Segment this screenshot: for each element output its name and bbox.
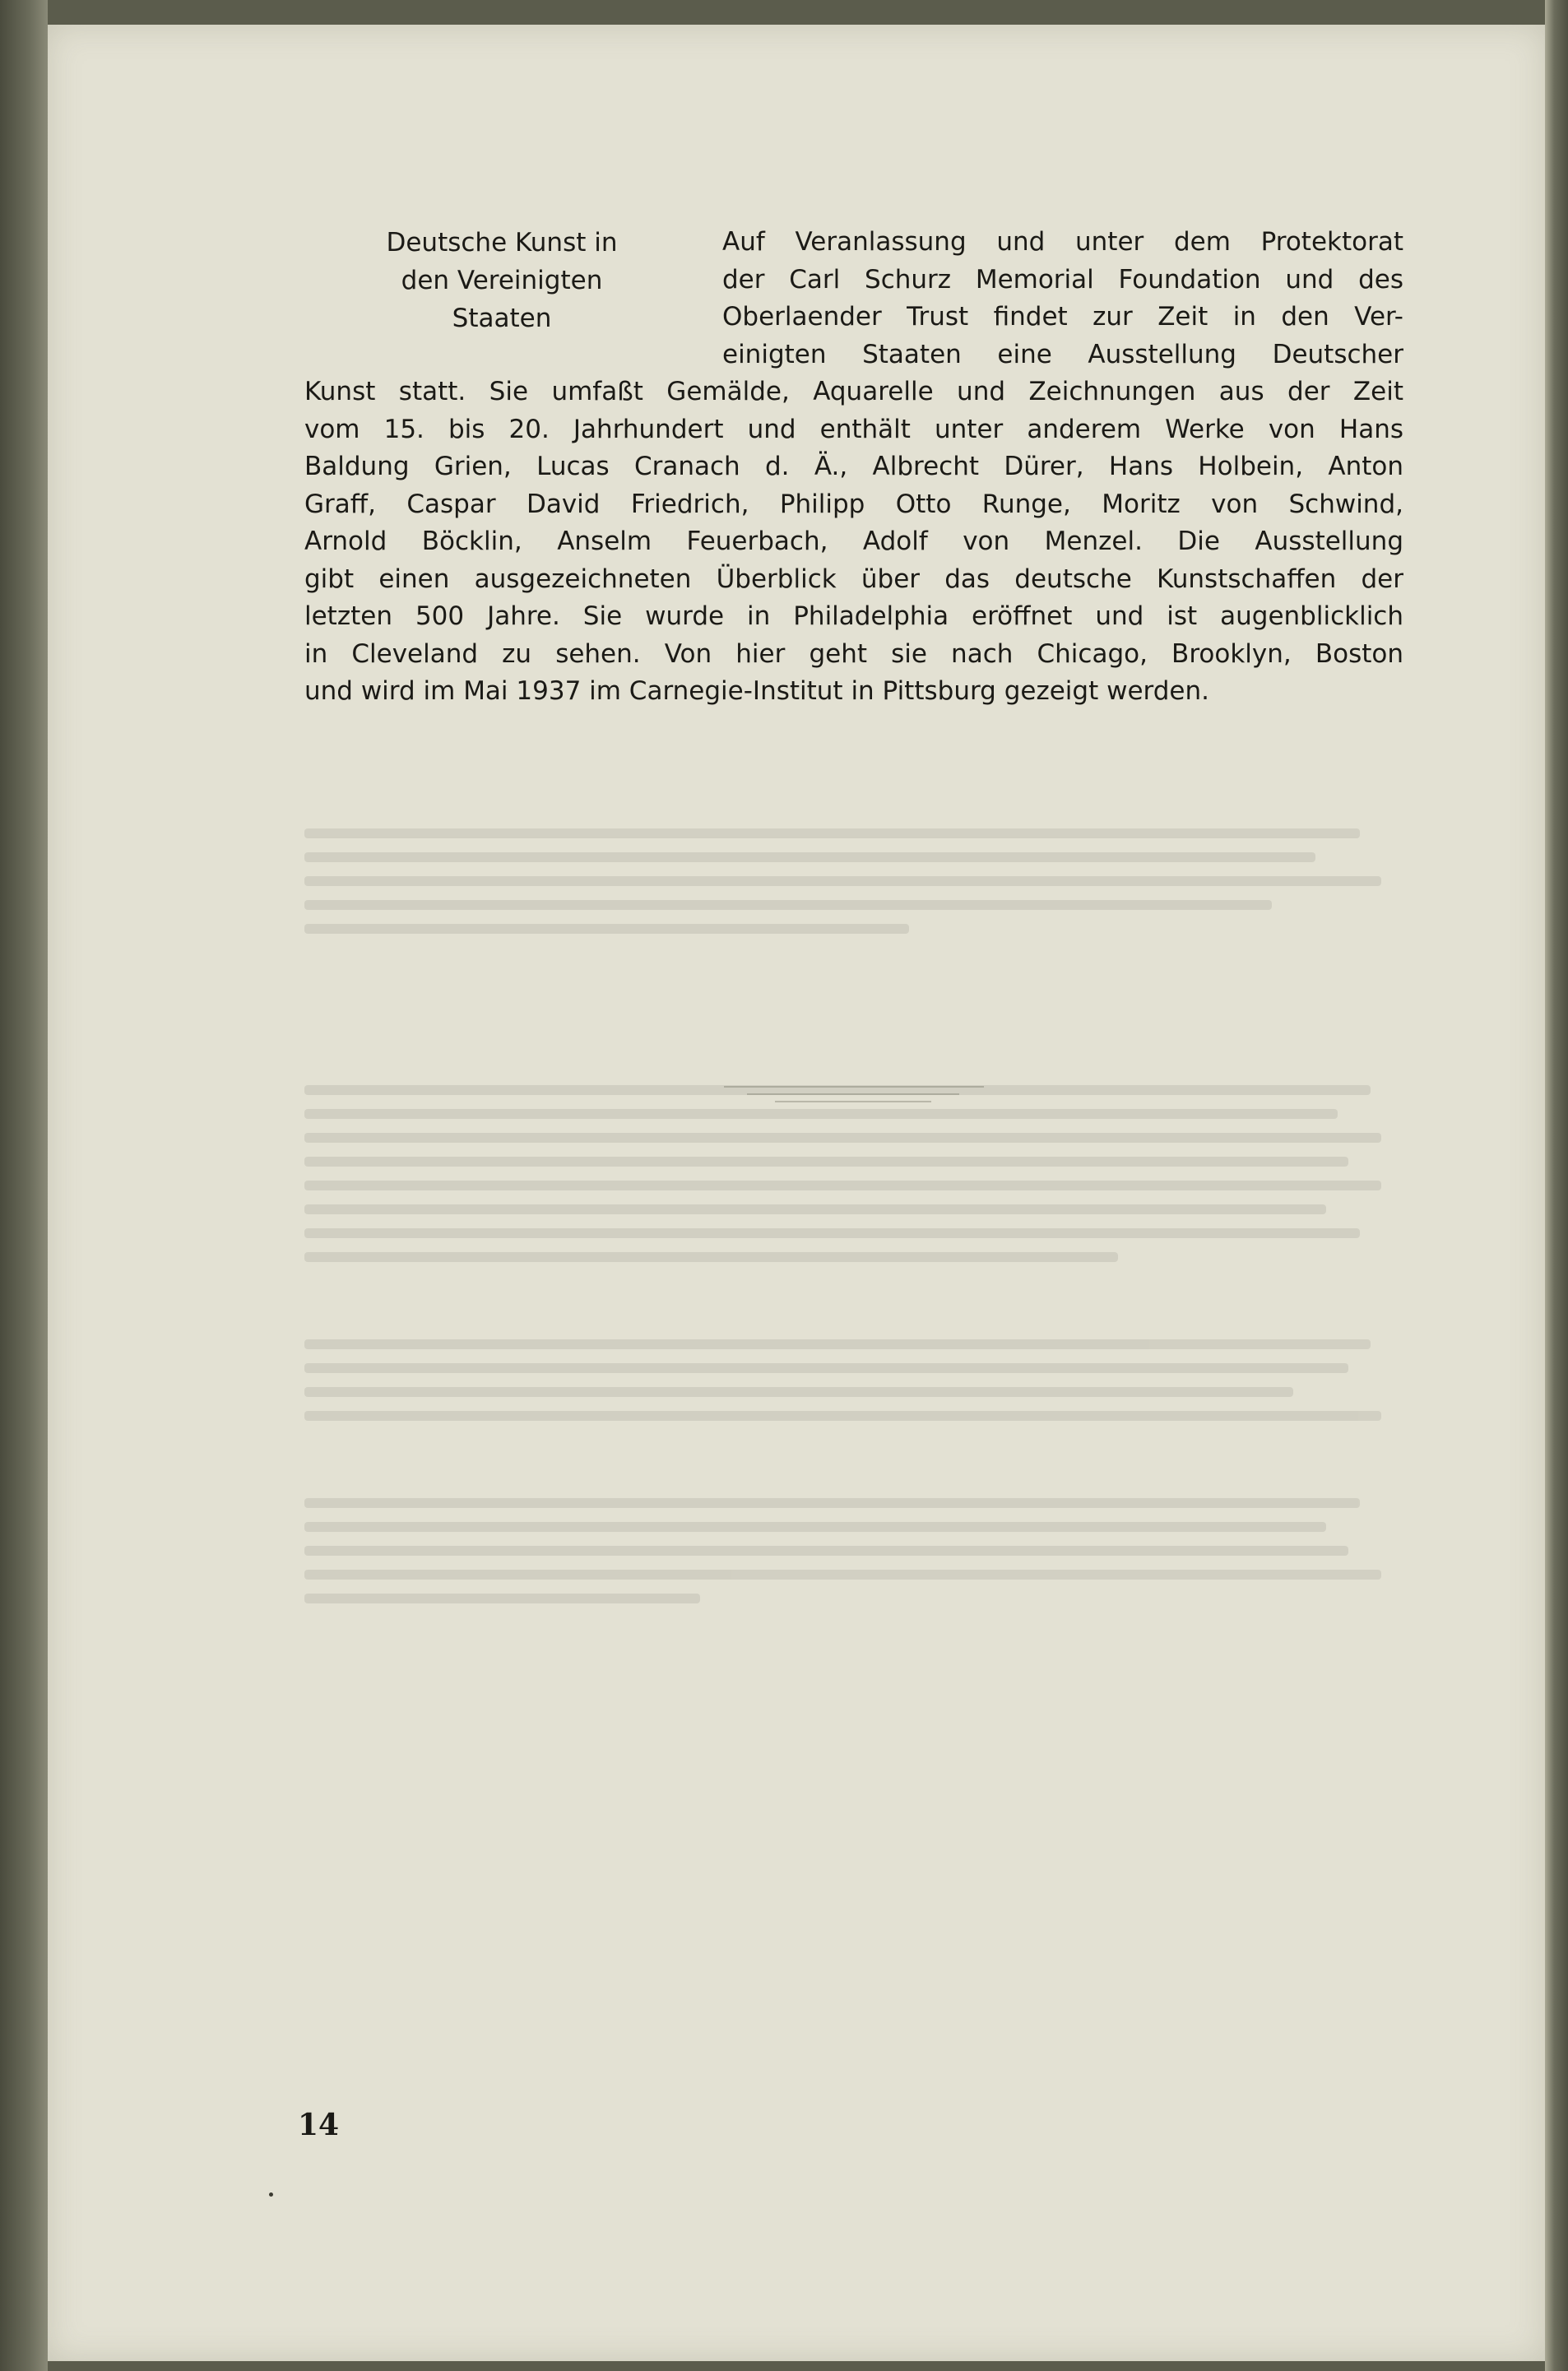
section-label-line: Staaten xyxy=(452,304,552,333)
section-label xyxy=(304,224,699,337)
paragraph-line: und wird im Mai 1937 im Carnegie-Institut in Pittsburg gezeigt werden. xyxy=(304,676,1209,706)
paragraph-line: vom 15. bis 20. Jahrhundert und enthält unter anderem Werke von Hans xyxy=(304,415,1403,444)
paragraph-line: Oberlaender Trust findet zur Zeit in den Ver- xyxy=(722,302,1403,332)
page-number: 14 xyxy=(298,2108,340,2142)
paragraph-line: Auf Veranlassung und unter dem Protektorat xyxy=(722,227,1403,257)
page-edge-left xyxy=(0,0,48,2371)
paragraph-line: einigten Staaten eine Ausstellung Deutscher xyxy=(722,340,1403,369)
paragraph-line: letzten 500 Jahre. Sie wurde in Philadelphia eröffnet und ist augenblicklich xyxy=(304,601,1403,631)
ink-speck xyxy=(269,2192,273,2197)
paragraph-line: Baldung Grien, Lucas Cranach d. Ä., Albrecht Dürer, Hans Holbein, Anton xyxy=(304,452,1403,481)
section-label-line: den Vereinigten xyxy=(401,266,603,295)
paragraph-line: der Carl Schurz Memorial Foundation und des xyxy=(722,265,1403,295)
paragraph-line: gibt einen ausgezeichneten Überblick über das deutsche Kunstschaffen der xyxy=(304,564,1403,594)
paragraph-line: Kunst statt. Sie umfaßt Gemälde, Aquarelle und Zeichnungen aus der Zeit xyxy=(304,377,1403,406)
paragraph-line: in Cleveland zu sehen. Von hier geht sie nach Chicago, Brooklyn, Boston xyxy=(304,639,1403,669)
paragraph-line: Arnold Böcklin, Anselm Feuerbach, Adolf von Menzel. Die Ausstellung xyxy=(304,527,1403,556)
paragraph-line: Graff, Caspar David Friedrich, Philipp Otto Runge, Moritz von Schwind, xyxy=(304,490,1403,519)
section-label-line: Deutsche Kunst in xyxy=(386,228,618,258)
divider-rule xyxy=(724,1084,984,1109)
page-edge-right xyxy=(1545,0,1568,2371)
